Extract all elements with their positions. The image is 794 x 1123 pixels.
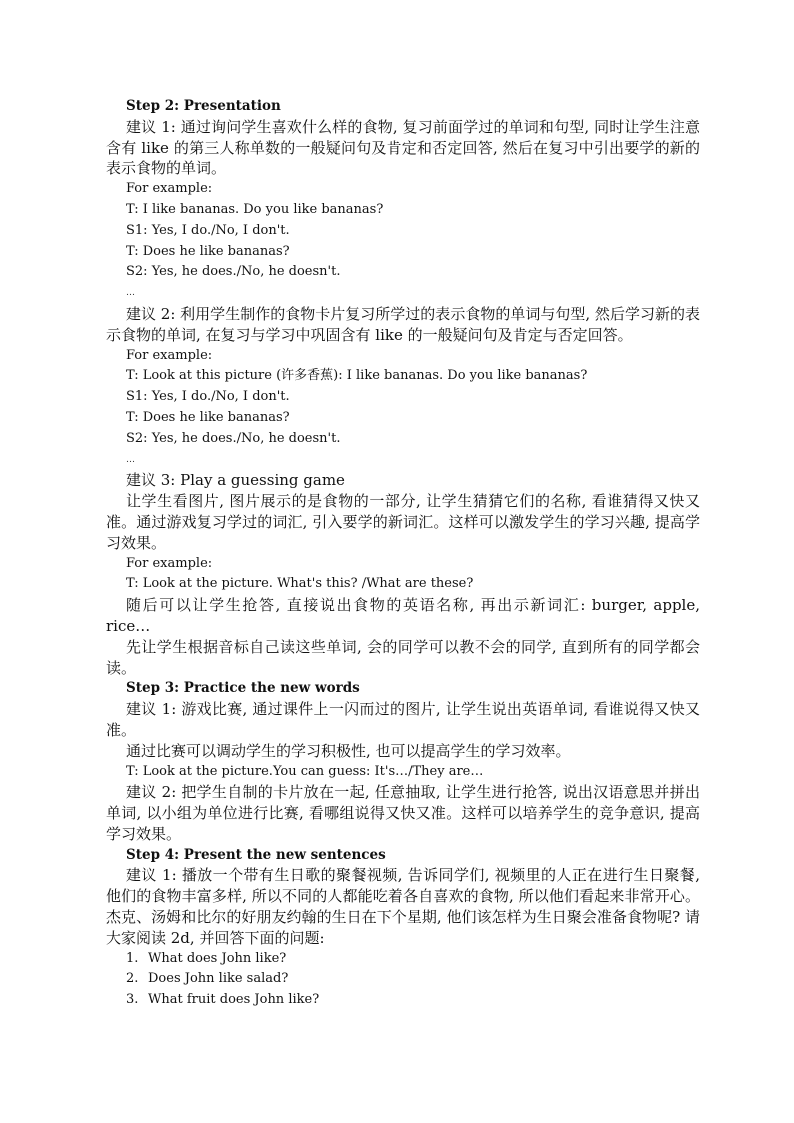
dialogue-line: T: Does he like bananas?: [126, 409, 290, 425]
step2-suggestion-1: 建议 1: 通过询问学生喜欢什么样的食物, 复习前面学过的单词和句型, 同时让学生注意含有 like 的第三人称单数的一般疑问句及肯定和否定回答, 然后在复习中引出要学的新的表示食物的单词。: [106, 117, 700, 178]
step2-example-label-3: For example:: [126, 555, 213, 571]
step3-suggestion-2: 建议 2: 把学生自制的卡片放在一起, 任意抽取, 让学生进行抢答, 说出汉语意思并拼出单词, 以小组为单位进行比赛, 看哪组说得又快又准。这样可以培养学生的竞争意识, 提高学习效果。: [106, 783, 700, 843]
step4-suggestion-1: 建议 1: 播放一个带有生日歌的聚餐视频, 告诉同学们, 视频里的人正在进行生日聚餐, 他们的食物丰富多样, 所以不同的人都能吃着各自喜欢的食物, 所以他们看起来非常开心。杰克、汤姆和比尔的好朋友约翰的生日在下个星期, 他们该怎样为生日聚会准备食物呢? 请大家阅读 2d, 并回答下面的问题:: [106, 866, 700, 947]
question-number: 2.: [126, 971, 139, 987]
step2-suggestion-3-title: 建议 3: Play a guessing game: [126, 471, 345, 490]
question-item: [106, 969, 700, 990]
document-page: [106, 96, 700, 1011]
step2-suggestion-3: 让学生看图片, 图片展示的是食物的一部分, 让学生猜猜它们的名称, 看谁猜得又快又准。通过游戏复习学过的词汇, 引入要学的新词汇。这样可以激发学生的学习兴趣, 提高学习效果。: [106, 492, 700, 552]
step3-heading: Step 3: Practice the new words: [126, 680, 360, 697]
question-item: [106, 990, 700, 1011]
step2-suggestion-2: 建议 2: 利用学生制作的食物卡片复习所学过的表示食物的单词与句型, 然后学习新的表示食物的单词, 在复习与学习中巩固含有 like 的一般疑问句及肯定与否定回答。: [106, 304, 700, 344]
dialogue-line: T: Look at the picture.You can guess: It's…/They are…: [126, 763, 484, 779]
question-number: 3.: [126, 992, 139, 1008]
step2-heading: Step 2: Presentation: [126, 98, 281, 114]
dialogue-line: T: Look at this picture (许多香蕉): I like bananas. Do you like bananas?: [126, 368, 588, 384]
step2-example-label-2: For example:: [126, 347, 213, 363]
question-text: Does John like salad?: [148, 971, 289, 987]
dialogue-line: S1: Yes, I do./No, I don't.: [126, 222, 290, 238]
question-number: 1.: [126, 950, 139, 966]
ellipsis: …: [126, 288, 135, 299]
dialogue-line: S1: Yes, I do./No, I don't.: [126, 389, 290, 405]
dialogue-line: S2: Yes, he does./No, he doesn't.: [126, 430, 341, 446]
ellipsis: …: [126, 454, 135, 465]
question-text: What does John like?: [148, 950, 287, 966]
step4-heading: Step 4: Present the new sentences: [126, 846, 386, 863]
dialogue-line: T: I like bananas. Do you like bananas?: [126, 201, 384, 217]
question-text: What fruit does John like?: [148, 992, 320, 1008]
step3-note: 通过比赛可以调动学生的学习积极性, 也可以提高学生的学习效率。: [126, 741, 571, 760]
dialogue-line: T: Does he like bananas?: [126, 243, 290, 259]
question-item: [106, 949, 700, 970]
dialogue-line: S2: Yes, he does./No, he doesn't.: [126, 264, 341, 280]
step2-example-label-1: For example:: [126, 181, 213, 197]
step3-suggestion-1: 建议 1: 游戏比赛, 通过课件上一闪而过的图片, 让学生说出英语单词, 看谁说得又快又准。: [106, 700, 700, 739]
dialogue-line: T: Look at the picture. What's this? /What are these?: [126, 576, 474, 592]
step2-followup: 随后可以让学生抢答, 直接说出食物的英语名称, 再出示新词汇: burger, apple, rice…: [106, 596, 700, 635]
step2-closing: 先让学生根据音标自己读这些单词, 会的同学可以教不会的同学, 直到所有的同学都会读。: [106, 637, 700, 677]
